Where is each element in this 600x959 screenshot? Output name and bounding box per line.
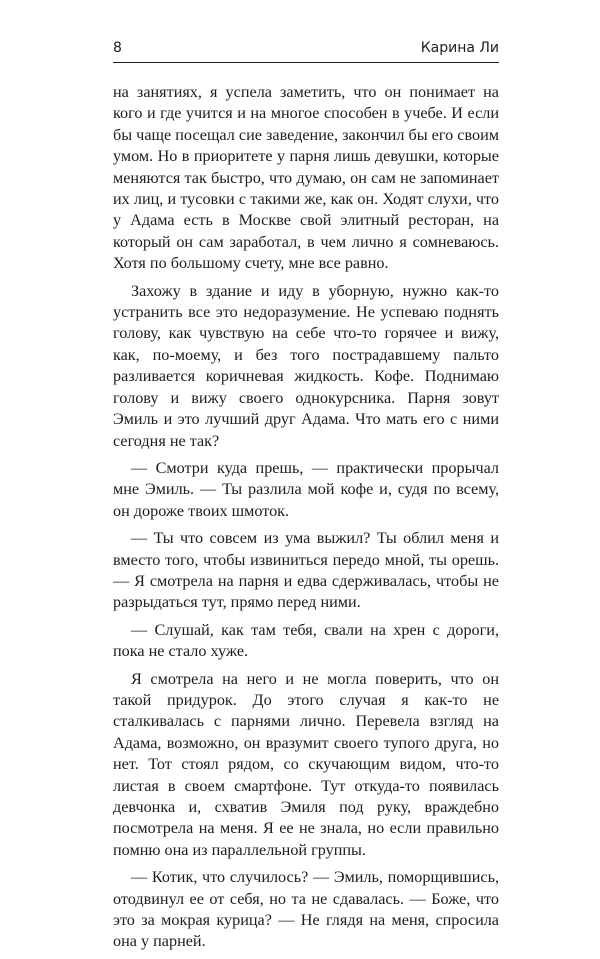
- body-text: [113, 82, 499, 959]
- author-name: Карина Ли: [420, 40, 499, 56]
- dialogue-line: — Ты что совсем из ума выжил? Ты облил меня и вместо того, чтобы извиниться передо мной, ты орешь. — Я смотрела на парня и едва сдерживалась, чтобы не разрыдаться тут, прямо перед ними.: [113, 529, 499, 612]
- paragraph: Захожу в здание и иду в уборную, нужно как-то устранить все это недоразумение. Не успеваю поднять голову, как чувствую на себе что-то горячее и вижу, как, по-моему, и без того пострадавшему пальто разливается коричневая жидкость. Кофе. Поднимаю голову и вижу своего однокурсника. Парня зовут Эмиль и это лучший друг Адама. Что мать его с ними сегодня не так?: [113, 281, 499, 450]
- dialogue-line: — Смотри куда прешь, — практически прорычал мне Эмиль. — Ты разлила мой кофе и, судя по всему, он дороже твоих шмоток.: [113, 458, 499, 520]
- dialogue-line: — Котик, что случилось? — Эмиль, поморщившись, отодвинул ее от себя, но та не сдавалась. — Боже, что это за мокрая курица? — Не глядя на меня, спросила она у парней.: [113, 868, 499, 951]
- dialogue-line: — Слушай, как там тебя, свали на хрен с дороги, пока не стало хуже.: [113, 620, 499, 661]
- paragraph: на занятиях, я успела заметить, что он понимает на кого и где учится и на многое способен в учебе. И если бы чаще посещал сие заведение, закончил бы его своим умом. Но в приоритете у парня лишь девушки, которые меняются так быстро, что думаю, он сам не запоминает их лиц, и тусовки с такими же, как он. Ходят слухи, что у Адама есть в Москве свой элитный ресторан, на который он сам заработал, в чем лично я сомневаюсь. Хотя по большому счету, мне все равно.: [113, 83, 499, 273]
- page-number: 8: [113, 40, 122, 56]
- running-header: [113, 36, 499, 63]
- paragraph: Я смотрела на него и не могла поверить, что он такой придурок. До этого случая я как-то не сталкивалась с парнями лично. Перевела взгляд на Адама, возможно, он вразумит своего тупого друга, но нет. Тот стоял рядом, со скучающим видом, что-то листая в своем смартфоне. Тут откуда-то появилась девчонка и, схватив Эмиля под руку, враждебно посмотрела на меня. Я ее не знала, но если правильно помню она из параллельной группы.: [113, 669, 499, 859]
